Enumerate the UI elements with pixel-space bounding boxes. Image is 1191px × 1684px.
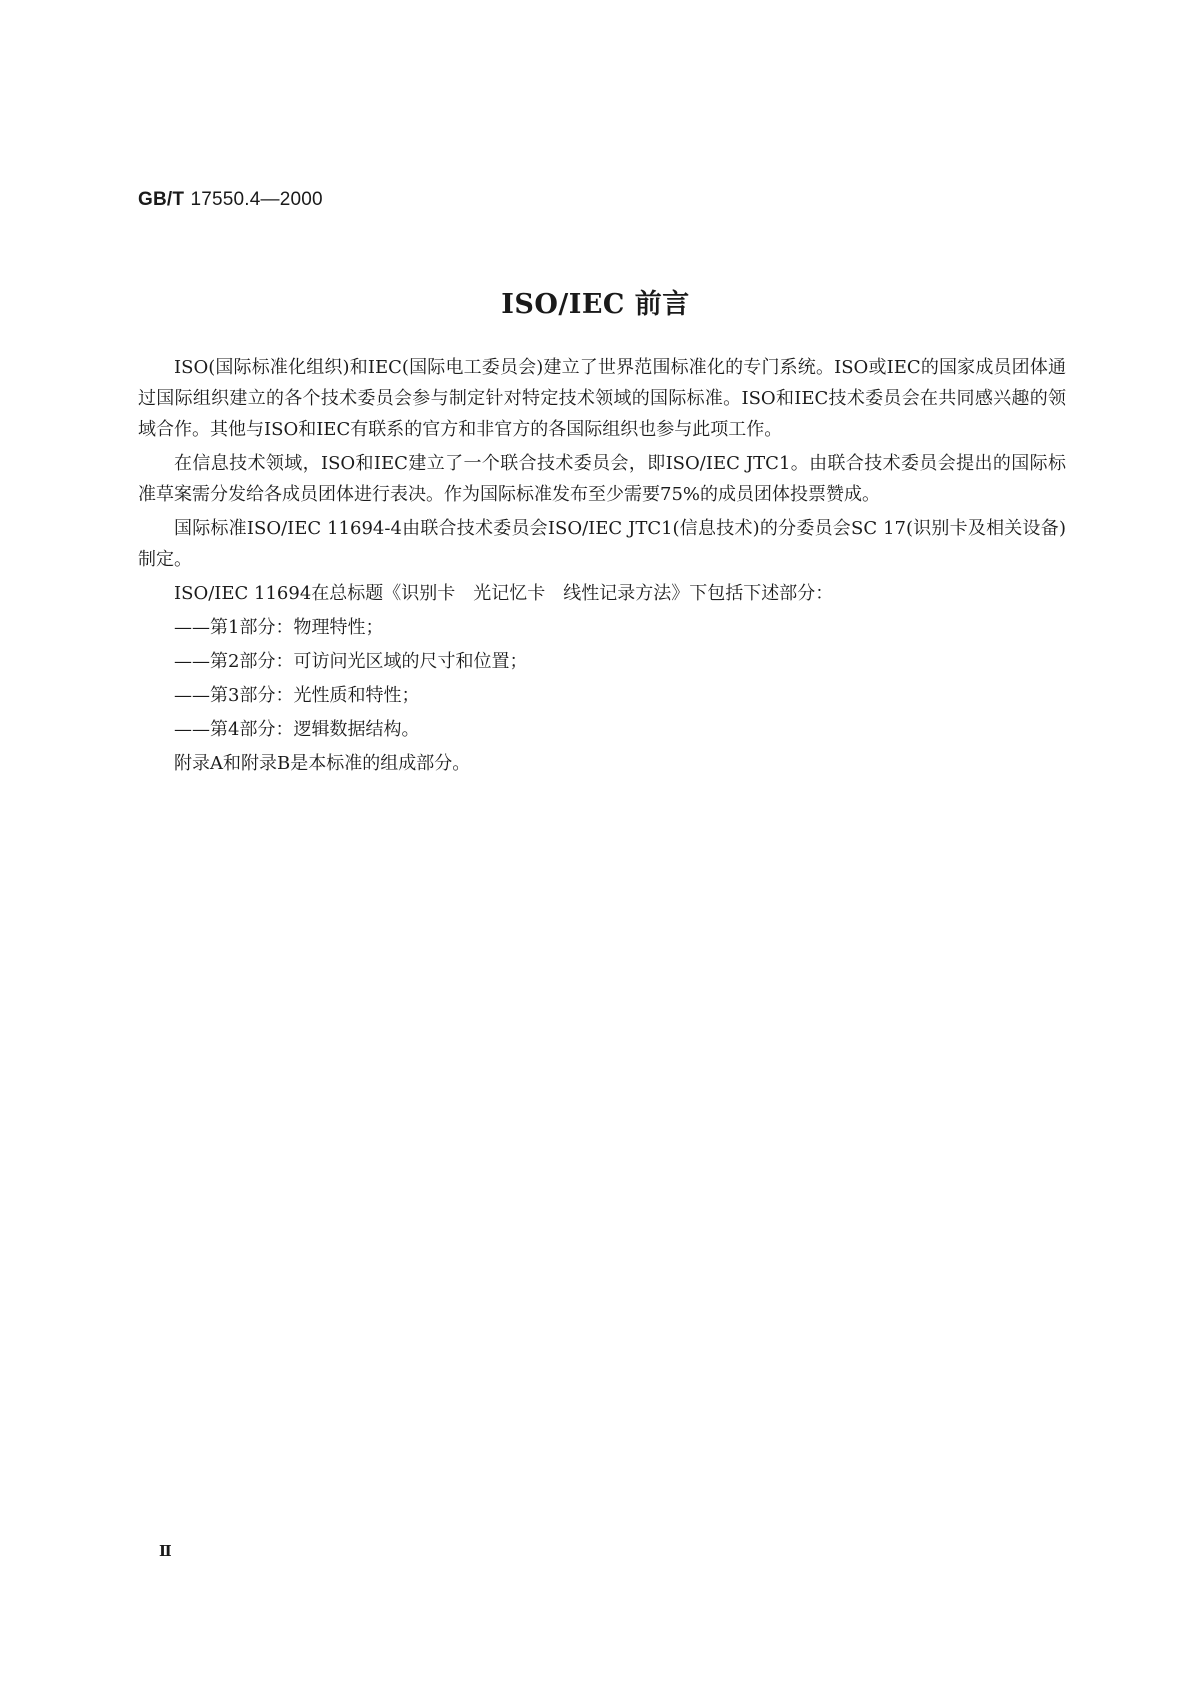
list-item: ——第3部分：光性质和特性； — [174, 685, 420, 706]
paragraph-parts-intro: ISO/IEC 11694在总标题《识别卡 光记忆卡 线性记录方法》下包括下述部分： — [174, 583, 834, 604]
body-text — [138, 352, 1066, 782]
list-item: ——第4部分：逻辑数据结构。 — [174, 719, 420, 740]
paragraph-jtc1: 在信息技术领域，ISO和IEC建立了一个联合技术委员会，即ISO/IEC JTC1。由联合技术委员会提出的国际标准草案需分发给各成员团体进行表决。作为国际标准发布至少需要75%的成员团体投票赞成。 — [138, 453, 1066, 505]
paragraph-sc17: 国际标准ISO/IEC 11694-4由联合技术委员会ISO/IEC JTC1(信息技术)的分委员会SC 17(识别卡及相关设备)制定。 — [138, 518, 1066, 570]
list-item: ——第1部分：物理特性； — [174, 617, 384, 638]
standard-prefix: GB/T — [138, 189, 185, 210]
paragraph-annex-note: 附录A和附录B是本标准的组成部分。 — [174, 753, 471, 774]
standard-code — [138, 188, 323, 211]
standard-number: 17550.4—2000 — [190, 189, 323, 210]
page-title: ISO/IEC 前言 — [501, 289, 690, 320]
list-item: ——第2部分：可访问光区域的尺寸和位置； — [174, 651, 528, 672]
page-number: Ⅱ — [159, 1542, 172, 1560]
paragraph-iso-iec-intro: ISO(国际标准化组织)和IEC(国际电工委员会)建立了世界范围标准化的专门系统。ISO或IEC的国家成员团体通过国际组织建立的各个技术委员会参与制定针对特定技术领域的国际标准。ISO和IEC技术委员会在共同感兴趣的领域合作。其他与ISO和IEC有联系的官方和非官方的各国际组织也参与此项工作。 — [138, 357, 1066, 440]
